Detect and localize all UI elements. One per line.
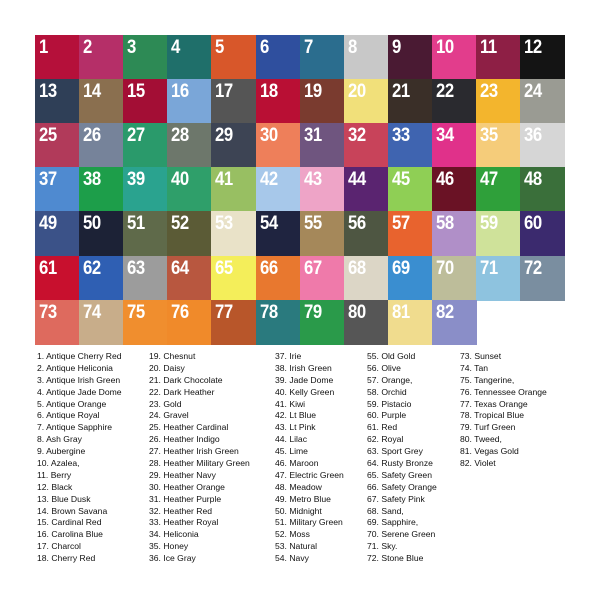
legend-item: 16. Carolina Blue bbox=[37, 529, 103, 540]
color-swatch bbox=[476, 167, 521, 212]
color-swatch bbox=[432, 300, 477, 345]
legend-item: 12. Black bbox=[37, 481, 73, 492]
swatch-number: 40 bbox=[171, 169, 190, 191]
color-swatch bbox=[388, 300, 433, 345]
legend-item: 43. Lt Pink bbox=[275, 422, 316, 433]
swatch-number: 51 bbox=[127, 213, 145, 235]
color-swatch bbox=[520, 167, 565, 212]
swatch-number: 65 bbox=[215, 257, 234, 279]
swatch-number: 73 bbox=[39, 301, 57, 323]
legend-item: 61. Red bbox=[367, 422, 398, 433]
legend-item: 19. Chesnut bbox=[149, 351, 196, 361]
swatch-number: 31 bbox=[303, 125, 322, 147]
swatch-number: 66 bbox=[259, 257, 278, 279]
color-swatch bbox=[432, 79, 477, 124]
color-swatch bbox=[167, 211, 212, 256]
color-swatch bbox=[256, 123, 301, 168]
swatch-number: 23 bbox=[480, 81, 498, 103]
legend-item: 50. Midnight bbox=[275, 505, 322, 516]
legend-item: 62. Royal bbox=[367, 434, 404, 445]
swatch-number: 15 bbox=[127, 81, 145, 103]
color-swatch bbox=[123, 256, 168, 301]
legend-item: 17. Charcol bbox=[37, 541, 81, 552]
legend-item: 29. Heather Navy bbox=[149, 469, 216, 480]
swatch-number: 58 bbox=[435, 213, 454, 235]
legend-column bbox=[149, 351, 250, 565]
color-swatch bbox=[300, 256, 345, 301]
legend-item: 54. Navy bbox=[275, 553, 309, 564]
swatch-number: 43 bbox=[303, 169, 322, 191]
swatch-number: 60 bbox=[524, 213, 542, 235]
color-swatch bbox=[520, 256, 565, 301]
legend-item: 36. Ice Gray bbox=[149, 553, 196, 564]
legend-item: 11. Berry bbox=[37, 469, 72, 480]
legend-item: 46. Maroon bbox=[275, 458, 319, 469]
color-swatch bbox=[211, 256, 256, 301]
color-swatch bbox=[211, 35, 256, 80]
legend-column bbox=[37, 351, 122, 565]
color-swatch bbox=[211, 123, 256, 168]
legend-item: 21. Dark Chocolate bbox=[149, 374, 223, 385]
color-swatch bbox=[256, 300, 301, 345]
swatch-number: 59 bbox=[480, 213, 498, 235]
swatch-number: 82 bbox=[435, 301, 454, 323]
swatch-number: 50 bbox=[83, 213, 101, 235]
legend-item: 4. Antique Jade Dome bbox=[37, 386, 122, 397]
color-swatch bbox=[520, 79, 565, 124]
color-swatch bbox=[211, 211, 256, 256]
legend-item: 8. Ash Gray bbox=[37, 434, 82, 445]
color-swatch bbox=[432, 211, 477, 256]
color-swatch bbox=[35, 300, 80, 345]
legend-item: 52. Moss bbox=[275, 529, 310, 540]
color-swatch bbox=[35, 123, 80, 168]
color-swatch bbox=[388, 35, 433, 80]
color-swatch bbox=[79, 256, 124, 301]
swatch-number: 54 bbox=[259, 213, 278, 235]
legend-item: 60. Purple bbox=[367, 410, 407, 421]
legend-item: 3. Antique Irish Green bbox=[37, 374, 121, 385]
color-swatch bbox=[476, 79, 521, 124]
swatch-number: 72 bbox=[524, 257, 542, 279]
legend-item: 40. Kelly Green bbox=[275, 386, 335, 397]
color-swatch bbox=[300, 123, 345, 168]
legend-item: 33. Heather Royal bbox=[149, 517, 219, 528]
legend-item: 30. Heather Orange bbox=[149, 481, 225, 492]
legend-item: 14. Brown Savana bbox=[37, 505, 108, 516]
swatch-number: 62 bbox=[83, 257, 101, 279]
color-swatch bbox=[35, 79, 80, 124]
legend-item: 76. Tennessee Orange bbox=[460, 386, 547, 397]
color-swatch bbox=[344, 211, 389, 256]
color-swatch bbox=[300, 300, 345, 345]
color-swatch bbox=[123, 123, 168, 168]
color-swatch bbox=[123, 300, 168, 345]
swatch-number: 38 bbox=[83, 169, 101, 191]
legend-item: 28. Heather Military Green bbox=[149, 458, 250, 469]
color-swatch bbox=[79, 211, 124, 256]
legend-item: 49. Metro Blue bbox=[275, 493, 331, 504]
legend-item: 82. Violet bbox=[460, 458, 496, 469]
color-swatch bbox=[388, 211, 433, 256]
color-swatch bbox=[35, 211, 80, 256]
swatch-number: 77 bbox=[215, 301, 234, 323]
color-swatch bbox=[211, 167, 256, 212]
legend-item: 22. Dark Heather bbox=[149, 386, 215, 397]
legend-item: 6. Antique Royal bbox=[37, 410, 100, 421]
legend-item: 69. Sapphire, bbox=[367, 517, 419, 528]
legend-item: 32. Heather Red bbox=[149, 505, 213, 516]
legend-item: 73. Sunset bbox=[460, 351, 502, 361]
swatch-number: 29 bbox=[215, 125, 234, 147]
swatch-number: 44 bbox=[347, 169, 366, 191]
color-swatch bbox=[123, 167, 168, 212]
legend-item: 38. Irish Green bbox=[275, 362, 332, 373]
color-swatch bbox=[79, 79, 124, 124]
color-swatch-grid bbox=[35, 35, 564, 345]
legend-item: 27. Heather Irish Green bbox=[149, 446, 239, 457]
color-swatch bbox=[79, 35, 124, 80]
legend-item: 1. Antique Cherry Red bbox=[37, 351, 122, 361]
legend-item: 53. Natural bbox=[275, 541, 318, 552]
swatch-number: 61 bbox=[39, 257, 57, 279]
swatch-number: 26 bbox=[83, 125, 101, 147]
legend-item: 44. Lilac bbox=[275, 434, 308, 445]
legend-item: 66. Safety Orange bbox=[367, 481, 437, 492]
swatch-number: 67 bbox=[303, 257, 322, 279]
swatch-number: 10 bbox=[435, 37, 454, 58]
swatch-number: 7 bbox=[303, 37, 313, 58]
swatch-number: 76 bbox=[171, 301, 190, 323]
color-swatch bbox=[300, 35, 345, 80]
swatch-number: 36 bbox=[524, 125, 542, 147]
swatch-number: 9 bbox=[391, 37, 401, 58]
legend-item: 47. Electric Green bbox=[275, 469, 344, 480]
swatch-number: 33 bbox=[391, 125, 410, 147]
swatch-number: 12 bbox=[524, 37, 542, 58]
color-swatch bbox=[123, 79, 168, 124]
swatch-number: 14 bbox=[83, 81, 101, 103]
swatch-number: 63 bbox=[127, 257, 145, 279]
legend-item: 24. Gravel bbox=[149, 410, 189, 421]
swatch-number: 69 bbox=[391, 257, 410, 279]
legend-item: 55. Old Gold bbox=[367, 351, 416, 361]
color-swatch bbox=[167, 123, 212, 168]
color-swatch bbox=[520, 211, 565, 256]
swatch-number: 2 bbox=[83, 37, 92, 58]
legend-item: 67. Safety Pink bbox=[367, 493, 425, 504]
legend-item: 79. Turf Green bbox=[460, 422, 516, 433]
color-swatch bbox=[300, 79, 345, 124]
swatch-number: 1 bbox=[39, 37, 48, 58]
color-swatch bbox=[256, 79, 301, 124]
swatch-number: 64 bbox=[171, 257, 190, 279]
swatch-number: 57 bbox=[391, 213, 410, 235]
color-swatch bbox=[167, 256, 212, 301]
color-swatch bbox=[388, 123, 433, 168]
swatch-number: 8 bbox=[347, 37, 357, 58]
legend-item: 42. Lt Blue bbox=[275, 410, 317, 421]
color-swatch bbox=[123, 211, 168, 256]
swatch-number: 18 bbox=[259, 81, 278, 103]
swatch-number: 13 bbox=[39, 81, 57, 103]
swatch-number: 55 bbox=[303, 213, 322, 235]
legend-item: 70. Serene Green bbox=[367, 529, 436, 540]
color-swatch bbox=[167, 35, 212, 80]
color-swatch bbox=[344, 256, 389, 301]
swatch-number: 80 bbox=[347, 301, 366, 323]
color-swatch bbox=[167, 167, 212, 212]
swatch-number: 35 bbox=[480, 125, 498, 147]
swatch-number: 48 bbox=[524, 169, 542, 191]
color-swatch bbox=[476, 256, 521, 301]
color-swatch bbox=[35, 256, 80, 301]
color-swatch bbox=[167, 300, 212, 345]
swatch-number: 81 bbox=[391, 301, 410, 323]
legend-column bbox=[460, 351, 547, 470]
color-swatch bbox=[256, 256, 301, 301]
color-swatch bbox=[476, 35, 521, 80]
legend-item: 31. Heather Purple bbox=[149, 493, 222, 504]
legend-item: 64. Rusty Bronze bbox=[367, 458, 433, 469]
swatch-number: 71 bbox=[480, 257, 498, 279]
legend-item: 81. Vegas Gold bbox=[460, 446, 519, 457]
swatch-number: 16 bbox=[171, 81, 190, 103]
legend-item: 7. Antique Sapphire bbox=[37, 422, 113, 433]
legend-item: 5. Antique Orange bbox=[37, 398, 107, 409]
legend-item: 56. Olive bbox=[367, 362, 401, 373]
color-swatch bbox=[476, 123, 521, 168]
swatch-number: 32 bbox=[347, 125, 366, 147]
swatch-number: 49 bbox=[39, 213, 57, 235]
swatch-number: 79 bbox=[303, 301, 322, 323]
swatch-number: 68 bbox=[347, 257, 366, 279]
swatch-number: 22 bbox=[435, 81, 454, 103]
color-swatch bbox=[300, 167, 345, 212]
swatch-number: 34 bbox=[435, 125, 454, 147]
color-swatch bbox=[211, 300, 256, 345]
color-swatch bbox=[520, 123, 565, 168]
legend-item: 39. Jade Dome bbox=[275, 374, 334, 385]
swatch-number: 74 bbox=[83, 301, 101, 323]
legend-item: 15. Cardinal Red bbox=[37, 517, 102, 528]
color-swatch bbox=[344, 35, 389, 80]
color-swatch bbox=[79, 123, 124, 168]
color-swatch bbox=[123, 35, 168, 80]
swatch-number: 27 bbox=[127, 125, 145, 147]
swatch-number: 21 bbox=[391, 81, 410, 103]
color-swatch bbox=[344, 123, 389, 168]
legend-item: 63. Sport Grey bbox=[367, 446, 423, 457]
legend-item: 65. Safety Green bbox=[367, 469, 432, 480]
legend-item: 80. Tweed, bbox=[460, 434, 502, 445]
legend-item: 37. Irie bbox=[275, 351, 302, 361]
color-legend bbox=[37, 351, 577, 581]
color-swatch bbox=[167, 79, 212, 124]
swatch-number: 78 bbox=[259, 301, 278, 323]
color-swatch bbox=[79, 300, 124, 345]
legend-item: 45. Lime bbox=[275, 446, 308, 457]
color-swatch bbox=[388, 256, 433, 301]
legend-item: 26. Heather Indigo bbox=[149, 434, 220, 445]
color-swatch bbox=[344, 79, 389, 124]
legend-item: 77. Texas Orange bbox=[460, 398, 528, 409]
swatch-number: 52 bbox=[171, 213, 190, 235]
legend-item: 10. Azalea, bbox=[37, 458, 80, 469]
legend-item: 75. Tangerine, bbox=[460, 374, 515, 385]
swatch-number: 41 bbox=[215, 169, 234, 191]
legend-item: 2. Antique Heliconia bbox=[37, 362, 113, 373]
swatch-number: 11 bbox=[480, 37, 497, 58]
swatch-number: 37 bbox=[39, 169, 57, 191]
swatch-number: 5 bbox=[215, 37, 225, 58]
swatch-number: 4 bbox=[171, 37, 181, 58]
legend-item: 13. Blue Dusk bbox=[37, 493, 91, 504]
legend-item: 18. Cherry Red bbox=[37, 553, 96, 564]
swatch-number: 42 bbox=[259, 169, 278, 191]
color-swatch bbox=[300, 211, 345, 256]
legend-item: 9. Aubergine bbox=[37, 446, 86, 457]
swatch-number: 75 bbox=[127, 301, 145, 323]
legend-item: 58. Orchid bbox=[367, 386, 407, 397]
swatch-number: 46 bbox=[435, 169, 454, 191]
legend-item: 72. Stone Blue bbox=[367, 553, 424, 564]
color-swatch bbox=[432, 123, 477, 168]
color-swatch bbox=[256, 35, 301, 80]
color-swatch bbox=[344, 167, 389, 212]
color-swatch bbox=[432, 167, 477, 212]
color-swatch bbox=[256, 167, 301, 212]
swatch-number: 45 bbox=[391, 169, 410, 191]
legend-item: 59. Pistacio bbox=[367, 398, 412, 409]
legend-item: 51. Military Green bbox=[275, 517, 343, 528]
color-swatch bbox=[520, 35, 565, 80]
color-swatch bbox=[344, 300, 389, 345]
legend-item: 57. Orange, bbox=[367, 374, 413, 385]
legend-item: 25. Heather Cardinal bbox=[149, 422, 229, 433]
color-swatch bbox=[256, 211, 301, 256]
color-swatch bbox=[35, 35, 80, 80]
legend-item: 20. Daisy bbox=[149, 362, 185, 373]
swatch-number: 53 bbox=[215, 213, 234, 235]
legend-column bbox=[367, 351, 437, 565]
legend-item: 74. Tan bbox=[460, 362, 489, 373]
swatch-number: 20 bbox=[347, 81, 366, 103]
legend-item: 48. Meadow bbox=[275, 481, 322, 492]
swatch-number: 47 bbox=[480, 169, 498, 191]
legend-item: 35. Honey bbox=[149, 541, 189, 552]
legend-item: 68. Sand, bbox=[367, 505, 404, 516]
swatch-number: 19 bbox=[303, 81, 322, 103]
color-swatch bbox=[432, 256, 477, 301]
color-swatch bbox=[388, 79, 433, 124]
swatch-number: 30 bbox=[259, 125, 278, 147]
color-swatch bbox=[79, 167, 124, 212]
swatch-number: 39 bbox=[127, 169, 145, 191]
legend-column bbox=[275, 351, 344, 565]
swatch-number: 3 bbox=[127, 37, 137, 58]
color-swatch bbox=[211, 79, 256, 124]
legend-item: 41. Kiwi bbox=[275, 398, 306, 409]
swatch-number: 17 bbox=[215, 81, 234, 103]
swatch-number: 25 bbox=[39, 125, 57, 147]
legend-item: 34. Heliconia bbox=[149, 529, 199, 540]
color-swatch bbox=[432, 35, 477, 80]
color-swatch bbox=[35, 167, 80, 212]
legend-item: 23. Gold bbox=[149, 398, 182, 409]
swatch-number: 6 bbox=[259, 37, 269, 58]
swatch-number: 56 bbox=[347, 213, 366, 235]
legend-item: 78. Tropical Blue bbox=[460, 410, 525, 421]
color-swatch bbox=[388, 167, 433, 212]
swatch-number: 24 bbox=[524, 81, 542, 103]
swatch-number: 70 bbox=[435, 257, 454, 279]
legend-item: 71. Sky. bbox=[367, 541, 398, 552]
swatch-number: 28 bbox=[171, 125, 190, 147]
color-swatch bbox=[476, 211, 521, 256]
